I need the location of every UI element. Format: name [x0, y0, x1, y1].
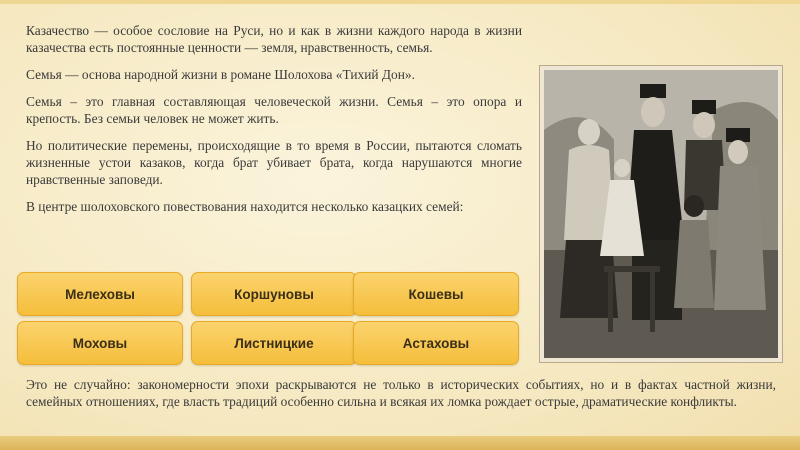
family-button-astakhov[interactable]: Астаховы: [353, 321, 519, 365]
bottom-decor-strip: [0, 436, 800, 450]
paragraph-political: Но политические перемены, происходящие в то время в России, пытаются сломать жизненные устои казаков, когда брат убивает брата, когда нарушаются многие нравственные заповеди.: [26, 138, 522, 187]
paragraph-family-basis: Семья — основа народной жизни в романе Шолохова «Тихий Дон».: [26, 67, 415, 82]
top-decor-strip: [0, 0, 800, 4]
paragraph-cossacks: Казачество — особое сословие на Руси, но и как в жизни каждого народа в жизни казачества есть постоянные ценности — земля, нравственность, семья.: [26, 23, 522, 55]
family-photo-frame: [539, 65, 783, 363]
family-button-listnitsky[interactable]: Листницкие: [191, 321, 357, 365]
family-button-koshevoy[interactable]: Кошевы: [353, 272, 519, 316]
family-button-melekhov[interactable]: Мелеховы: [17, 272, 183, 316]
paragraph-families-intro: В центре шолоховского повествования находится несколько казацких семей:: [26, 199, 464, 214]
family-button-mokhov[interactable]: Моховы: [17, 321, 183, 365]
intro-text: [26, 22, 522, 225]
conclusion-text: Это не случайно: закономерности эпохи раскрываются не только в исторических событиях, но и в фактах частной жизни, семейных отношениях, где власть традиций особенно сильна и всякая их ломка рождает острые, драматические конфликты.: [26, 377, 776, 409]
family-button-korshunov[interactable]: Коршуновы: [191, 272, 357, 316]
cossack-family-photo: [544, 70, 778, 358]
paragraph-family-main: Семья – это главная составляющая человеческой жизни. Семья – это опора и крепость. Без семьи человек не может жить.: [26, 94, 522, 126]
family-photo-illustration: [544, 70, 778, 358]
